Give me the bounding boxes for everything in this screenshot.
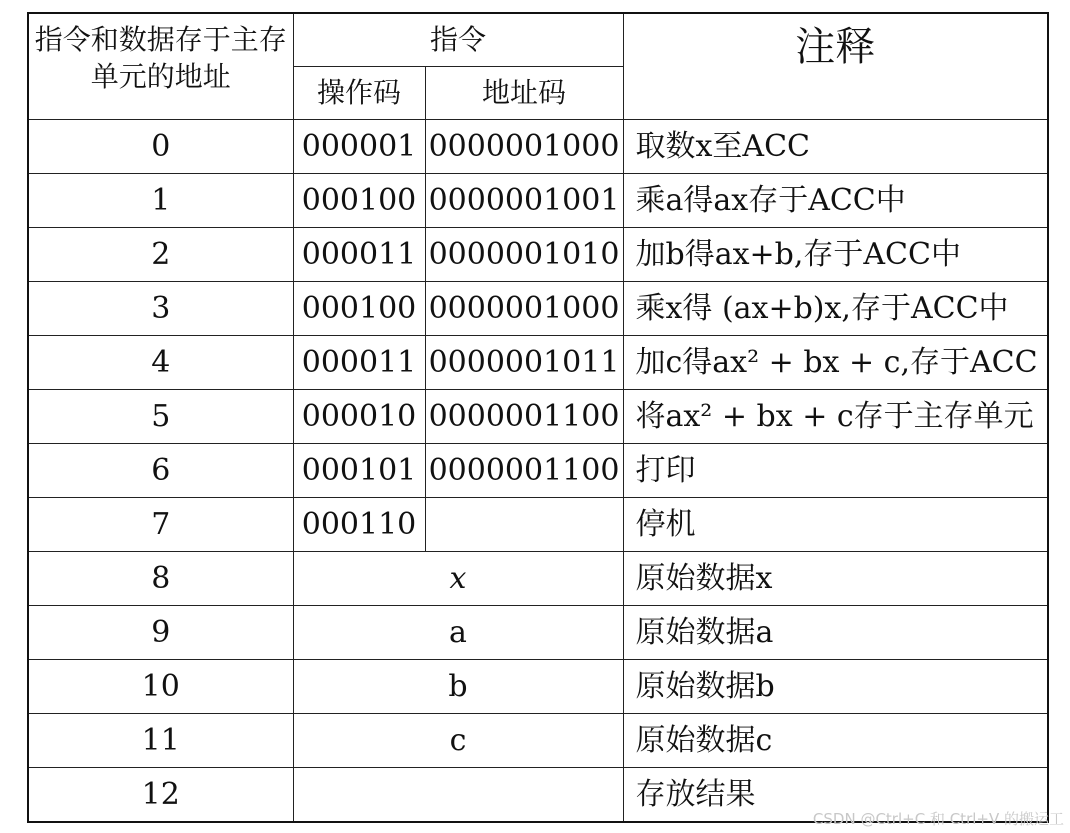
- cell-note: 打印: [623, 444, 1048, 498]
- cell-address: 5: [28, 390, 293, 444]
- cell-note: 原始数据b: [623, 660, 1048, 714]
- header-row-1: [28, 13, 1048, 67]
- cell-note: 乘a得ax存于ACC中: [623, 174, 1048, 228]
- cell-address: 9: [28, 606, 293, 660]
- instruction-table: [27, 12, 1049, 823]
- table-row: [28, 336, 1048, 390]
- cell-address: 7: [28, 498, 293, 552]
- cell-addrcode: 0000001000: [425, 120, 623, 174]
- cell-address: 6: [28, 444, 293, 498]
- cell-note: 将ax² + bx + c存于主存单元: [623, 390, 1048, 444]
- table-row: [28, 498, 1048, 552]
- cell-addrcode: 0000001010: [425, 228, 623, 282]
- cell-address: 8: [28, 552, 293, 606]
- cell-address: 12: [28, 768, 293, 823]
- cell-note: 存放结果: [623, 768, 1048, 823]
- cell-address: 2: [28, 228, 293, 282]
- table-row: [28, 120, 1048, 174]
- cell-note: 原始数据c: [623, 714, 1048, 768]
- cell-address: 10: [28, 660, 293, 714]
- table-row: [28, 552, 1048, 606]
- header-addrcode: 地址码: [425, 67, 623, 120]
- table-row: [28, 714, 1048, 768]
- cell-address: 1: [28, 174, 293, 228]
- cell-addrcode: 0000001011: [425, 336, 623, 390]
- cell-addrcode: 0000001100: [425, 444, 623, 498]
- table-row: [28, 660, 1048, 714]
- cell-addrcode: 0000001000: [425, 282, 623, 336]
- cell-note: 加c得ax² + bx + c,存于ACC: [623, 336, 1048, 390]
- header-instruction: 指令: [293, 13, 623, 67]
- cell-note: 停机: [623, 498, 1048, 552]
- cell-data: c: [293, 714, 623, 768]
- table-row: [28, 228, 1048, 282]
- cell-addrcode: 0000001100: [425, 390, 623, 444]
- cell-data: [293, 768, 623, 823]
- cell-data: a: [293, 606, 623, 660]
- table-row: [28, 174, 1048, 228]
- cell-data: x: [293, 552, 623, 606]
- header-note: 注释: [623, 13, 1048, 120]
- cell-address: 0: [28, 120, 293, 174]
- cell-note: 原始数据x: [623, 552, 1048, 606]
- table-row: [28, 444, 1048, 498]
- cell-opcode: 000100: [293, 282, 425, 336]
- table-row: [28, 606, 1048, 660]
- cell-note: 乘x得 (ax+b)x,存于ACC中: [623, 282, 1048, 336]
- table-row: [28, 282, 1048, 336]
- watermark: CSDN @Ctrl+C 和 Ctrl+V 的搬运工: [812, 810, 1064, 828]
- cell-opcode: 000010: [293, 390, 425, 444]
- cell-opcode: 000101: [293, 444, 425, 498]
- cell-opcode: 000001: [293, 120, 425, 174]
- cell-address: 11: [28, 714, 293, 768]
- cell-opcode: 000011: [293, 336, 425, 390]
- cell-note: 取数x至ACC: [623, 120, 1048, 174]
- cell-opcode: 000100: [293, 174, 425, 228]
- cell-opcode: 000110: [293, 498, 425, 552]
- cell-opcode: 000011: [293, 228, 425, 282]
- cell-addrcode: 0000001001: [425, 174, 623, 228]
- cell-address: 3: [28, 282, 293, 336]
- cell-addrcode: [425, 498, 623, 552]
- header-address: 指令和数据存于主存单元的地址: [28, 13, 293, 120]
- cell-address: 4: [28, 336, 293, 390]
- table-row: [28, 390, 1048, 444]
- cell-note: 原始数据a: [623, 606, 1048, 660]
- cell-note: 加b得ax+b,存于ACC中: [623, 228, 1048, 282]
- header-opcode: 操作码: [293, 67, 425, 120]
- cell-data: b: [293, 660, 623, 714]
